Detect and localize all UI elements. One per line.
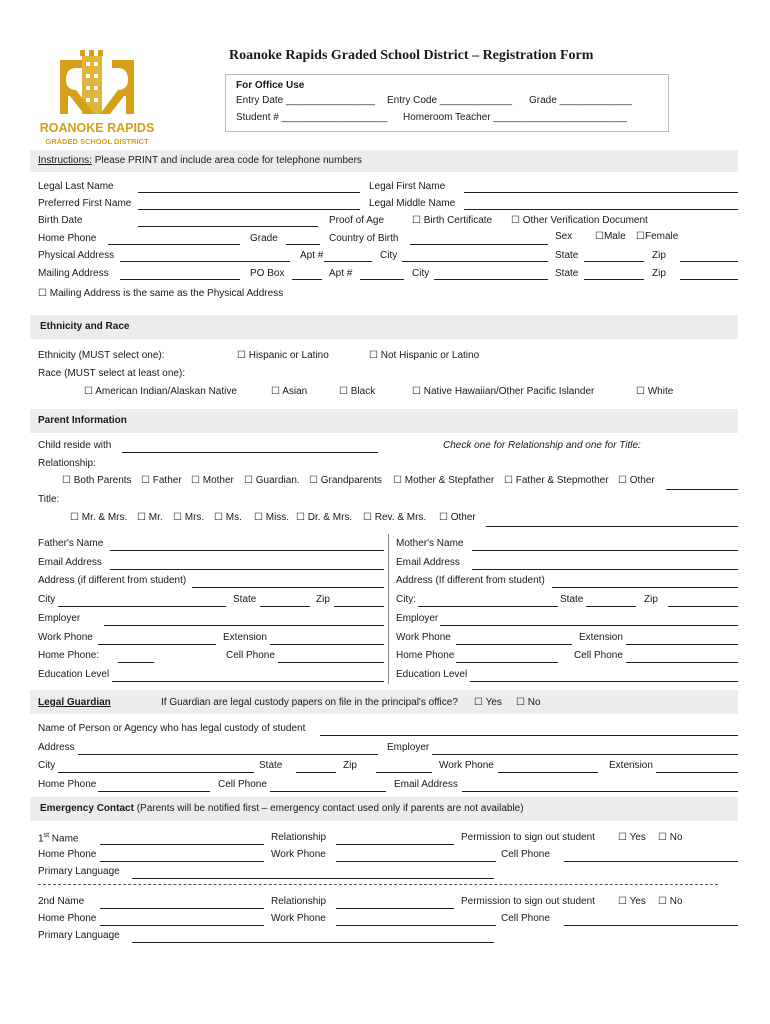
male-checkbox[interactable]: ☐Male — [595, 231, 626, 242]
race-label: Race (MUST select at least one): — [38, 368, 186, 379]
home-phone-label: Home Phone — [38, 233, 97, 244]
ec2-name-label: 2nd Name — [38, 896, 85, 907]
father-home-phone-field[interactable] — [118, 662, 154, 663]
guardian-state-field[interactable] — [296, 772, 336, 773]
relationship-label: Relationship: — [38, 458, 96, 469]
mother-work-phone-label: Work Phone — [396, 632, 451, 643]
ec1-yes-checkbox[interactable]: ☐ Yes — [618, 832, 646, 843]
ec2-work-phone-field[interactable] — [336, 925, 496, 926]
mothers-name-label: Mother's Name — [396, 538, 464, 549]
ec1-name-label: 1st Name — [38, 832, 79, 845]
mail-apt-field[interactable] — [360, 279, 404, 280]
mothers-name-field[interactable] — [472, 550, 738, 551]
ec2-yes-checkbox[interactable]: ☐ Yes — [618, 896, 646, 907]
father-state-field[interactable] — [260, 606, 310, 607]
ethnicity-label: Ethnicity (MUST select one): — [38, 350, 165, 361]
ethnicity-bar — [30, 315, 738, 339]
rel-both-parents[interactable]: ☐ Both Parents — [62, 475, 132, 486]
phys-zip-field[interactable] — [680, 261, 738, 262]
father-employer-label: Employer — [38, 613, 81, 624]
phys-city-field[interactable] — [402, 261, 548, 262]
parent-header: Parent Information — [38, 415, 127, 426]
ec2-relationship-field[interactable] — [336, 908, 454, 909]
mail-zip-field[interactable] — [680, 279, 738, 280]
sex-label: Sex — [555, 231, 573, 242]
office-homeroom[interactable]: Homeroom Teacher ________________________ — [403, 112, 627, 123]
father-city-label: City — [38, 594, 56, 605]
legal-middle-label: Legal Middle Name — [369, 198, 456, 209]
grade-label: Grade — [250, 233, 278, 244]
mother-address-field[interactable] — [552, 587, 738, 588]
phys-state-field[interactable] — [584, 261, 644, 262]
rel-guardian[interactable]: ☐ Guardian. — [244, 475, 300, 486]
guardian-extension-field[interactable] — [656, 772, 738, 773]
mail-apt-label: Apt # — [329, 268, 353, 279]
mail-state-field[interactable] — [584, 279, 644, 280]
title-rev-mrs[interactable]: ☐ Rev. & Mrs. — [363, 512, 427, 523]
child-reside-label: Child reside with — [38, 440, 112, 451]
father-education-field[interactable] — [112, 681, 384, 682]
phys-zip-label: Zip — [652, 250, 666, 261]
guardian-email-label: Email Address — [394, 779, 458, 790]
ec2-home-phone-label: Home Phone — [38, 913, 97, 924]
mother-state-field[interactable] — [586, 606, 636, 607]
ec2-cell-phone-field[interactable] — [564, 925, 738, 926]
physical-address-label: Physical Address — [38, 250, 115, 261]
phys-apt-label: Apt # — [300, 250, 324, 261]
mother-zip-label: Zip — [644, 594, 658, 605]
father-home-phone-label: Home Phone: — [38, 650, 100, 661]
guardian-work-phone-field[interactable] — [498, 772, 598, 773]
office-grade[interactable]: Grade _____________ — [529, 95, 632, 106]
guardian-state-label: State — [259, 760, 283, 771]
father-employer-field[interactable] — [104, 625, 384, 626]
ec1-no-checkbox[interactable]: ☐ No — [658, 832, 683, 843]
mother-work-phone-field[interactable] — [456, 644, 572, 645]
guardian-city-label: City — [38, 760, 56, 771]
mother-cell-phone-label: Cell Phone — [574, 650, 623, 661]
ec2-no-checkbox[interactable]: ☐ No — [658, 896, 683, 907]
title-other[interactable]: ☐ Other — [439, 512, 476, 523]
office-entry-code[interactable]: Entry Code _____________ — [387, 95, 513, 106]
district-logo — [38, 48, 156, 148]
rel-father[interactable]: ☐ Father — [141, 475, 182, 486]
father-address-label: Address (if different from student) — [38, 575, 187, 586]
father-zip-field[interactable] — [334, 606, 384, 607]
guardian-email-field[interactable] — [462, 791, 738, 792]
phys-city-label: City — [380, 250, 398, 261]
mail-city-label: City — [412, 268, 430, 279]
home-phone-field[interactable] — [108, 244, 240, 245]
guardian-home-phone-field[interactable] — [98, 791, 210, 792]
mailing-address-label: Mailing Address — [38, 268, 109, 279]
grade-field[interactable] — [286, 244, 320, 245]
emergency-note: (Parents will be notified first – emergency contact used only if parents are not available) — [136, 803, 524, 814]
mother-email-label: Email Address — [396, 557, 460, 568]
title-mrs[interactable]: ☐ Mrs. — [173, 512, 205, 523]
father-address-field[interactable] — [192, 587, 384, 588]
birth-date-label: Birth Date — [38, 215, 83, 226]
birth-date-field[interactable] — [138, 226, 318, 227]
ec2-permission-label: Permission to sign out student — [461, 896, 595, 907]
legal-last-label: Legal Last Name — [38, 181, 114, 192]
guardian-home-phone-label: Home Phone — [38, 779, 97, 790]
father-city-field[interactable] — [58, 606, 226, 607]
legal-first-label: Legal First Name — [369, 181, 446, 192]
ec1-name-field[interactable] — [100, 844, 264, 845]
mother-extension-field[interactable] — [626, 644, 738, 645]
phys-state-label: State — [555, 250, 579, 261]
mother-home-phone-label: Home Phone — [396, 650, 455, 661]
child-reside-field[interactable] — [122, 452, 378, 453]
po-box-field[interactable] — [292, 279, 322, 280]
guardian-employer-field[interactable] — [432, 754, 738, 755]
ec1-cell-phone-label: Cell Phone — [501, 849, 550, 860]
race-white[interactable]: ☐ White — [636, 386, 674, 397]
title-miss[interactable]: ☐ Miss. — [254, 512, 290, 523]
father-zip-label: Zip — [316, 594, 330, 605]
legal-last-field[interactable] — [138, 192, 360, 193]
guardian-header: Legal Guardian — [38, 697, 111, 708]
title-mr[interactable]: ☐ Mr. — [137, 512, 163, 523]
ec1-language-field[interactable] — [132, 878, 494, 879]
country-field[interactable] — [410, 244, 548, 245]
guardian-address-label: Address — [38, 742, 75, 753]
po-box-label: PO Box — [250, 268, 285, 279]
office-heading: For Office Use — [236, 80, 305, 91]
mother-home-phone-field[interactable] — [456, 662, 558, 663]
title-ms[interactable]: ☐ Ms. — [214, 512, 242, 523]
guardian-no-checkbox[interactable]: ☐ No — [516, 697, 541, 708]
ec1-permission-label: Permission to sign out student — [461, 832, 595, 843]
father-work-phone-field[interactable] — [98, 644, 216, 645]
father-extension-label: Extension — [223, 632, 267, 643]
ec1-work-phone-field[interactable] — [336, 861, 496, 862]
office-student[interactable]: Student # ___________________ — [236, 112, 388, 123]
rel-father-stepmother[interactable]: ☐ Father & Stepmother — [504, 475, 609, 486]
title-mr-mrs[interactable]: ☐ Mr. & Mrs. — [70, 512, 128, 523]
ec1-home-phone-label: Home Phone — [38, 849, 97, 860]
mailing-address-field[interactable] — [120, 279, 240, 280]
mother-education-field[interactable] — [470, 681, 738, 682]
rel-other-field[interactable] — [666, 489, 738, 490]
mother-education-label: Education Level — [396, 669, 468, 680]
guardian-zip-label: Zip — [343, 760, 357, 771]
logo-line1: ROANOKE RAPIDS — [39, 121, 155, 135]
parent-bar — [30, 409, 738, 433]
hispanic-checkbox[interactable]: ☐ Hispanic or Latino — [237, 350, 329, 361]
same-address-checkbox[interactable]: ☐ Mailing Address is the same as the Physical Address — [38, 288, 284, 299]
guardian-employer-label: Employer — [387, 742, 430, 753]
ec1-language-label: Primary Language — [38, 866, 120, 877]
ec1-relationship-label: Relationship — [271, 832, 327, 843]
ec2-home-phone-field[interactable] — [100, 925, 264, 926]
father-education-label: Education Level — [38, 669, 110, 680]
guardian-work-phone-label: Work Phone — [439, 760, 494, 771]
proof-of-age-label: Proof of Age — [329, 215, 385, 226]
emergency-header: Emergency Contact — [40, 803, 134, 814]
mother-email-field[interactable] — [472, 569, 738, 570]
race-american-indian[interactable]: ☐ American Indian/Alaskan Native — [84, 386, 237, 397]
form-title: Roanoke Rapids Graded School District – Registration Form — [229, 48, 594, 63]
ec2-language-label: Primary Language — [38, 930, 120, 941]
physical-address-field[interactable] — [120, 261, 290, 262]
guardian-zip-field[interactable] — [376, 772, 432, 773]
mother-city-field[interactable] — [418, 606, 558, 607]
check-note: Check one for Relationship and one for Title: — [443, 440, 641, 451]
ec1-relationship-field[interactable] — [336, 844, 454, 845]
parent-column-divider — [388, 534, 389, 684]
mother-address-label: Address (If different from student) — [396, 575, 545, 586]
guardian-address-field[interactable] — [78, 754, 378, 755]
father-cell-phone-label: Cell Phone — [226, 650, 275, 661]
guardian-cell-phone-field[interactable] — [270, 791, 386, 792]
other-verification-checkbox[interactable]: ☐ Other Verification Document — [511, 215, 648, 226]
race-black[interactable]: ☐ Black — [339, 386, 376, 397]
preferred-first-label: Preferred First Name — [38, 198, 132, 209]
guardian-yes-checkbox[interactable]: ☐ Yes — [474, 697, 502, 708]
mother-zip-field[interactable] — [668, 606, 738, 607]
preferred-first-field[interactable] — [138, 209, 360, 210]
mother-employer-field[interactable] — [440, 625, 738, 626]
race-native-hawaiian[interactable]: ☐ Native Hawaiian/Other Pacific Islander — [412, 386, 595, 397]
custody-field[interactable] — [320, 735, 738, 736]
office-entry-date[interactable]: Entry Date ________________ — [236, 95, 376, 106]
title-label: Title: — [38, 494, 60, 505]
race-asian[interactable]: ☐ Asian — [271, 386, 308, 397]
fathers-name-field[interactable] — [110, 550, 384, 551]
mail-zip-label: Zip — [652, 268, 666, 279]
ec2-work-phone-label: Work Phone — [271, 913, 326, 924]
rel-mother[interactable]: ☐ Mother — [191, 475, 234, 486]
title-dr-mrs[interactable]: ☐ Dr. & Mrs. — [296, 512, 353, 523]
phys-apt-field[interactable] — [324, 261, 372, 262]
mother-extension-label: Extension — [579, 632, 623, 643]
logo-line2: GRADED SCHOOL DISTRICT — [45, 137, 149, 146]
contact-separator — [38, 884, 718, 885]
guardian-extension-label: Extension — [609, 760, 653, 771]
ec2-cell-phone-label: Cell Phone — [501, 913, 550, 924]
not-hispanic-checkbox[interactable]: ☐ Not Hispanic or Latino — [369, 350, 480, 361]
mail-state-label: State — [555, 268, 579, 279]
legal-first-field[interactable] — [464, 192, 738, 193]
fathers-name-label: Father's Name — [38, 538, 104, 549]
custody-label: Name of Person or Agency who has legal custody of student — [38, 723, 306, 734]
father-state-label: State — [233, 594, 257, 605]
mother-cell-phone-field[interactable] — [626, 662, 738, 663]
ec1-home-phone-field[interactable] — [100, 861, 264, 862]
country-label: Country of Birth — [329, 233, 399, 244]
legal-middle-field[interactable] — [464, 209, 738, 210]
guardian-question: If Guardian are legal custody papers on file in the principal's office? — [161, 697, 458, 708]
father-extension-field[interactable] — [270, 644, 384, 645]
ec1-cell-phone-field[interactable] — [564, 861, 738, 862]
father-cell-phone-field[interactable] — [278, 662, 384, 663]
ethnicity-header: Ethnicity and Race — [40, 321, 130, 332]
ec2-name-field[interactable] — [100, 908, 264, 909]
mother-state-label: State — [560, 594, 584, 605]
guardian-cell-phone-label: Cell Phone — [218, 779, 267, 790]
father-email-field[interactable] — [110, 569, 384, 570]
mother-city-label: City: — [396, 594, 416, 605]
instructions-label: Instructions: — [38, 155, 92, 166]
ec1-work-phone-label: Work Phone — [271, 849, 326, 860]
ec2-relationship-label: Relationship — [271, 896, 327, 907]
instructions-text: Please PRINT and include area code for telephone numbers — [94, 155, 362, 166]
female-checkbox[interactable]: ☐Female — [636, 231, 679, 242]
rel-grandparents[interactable]: ☐ Grandparents — [309, 475, 382, 486]
birth-certificate-checkbox[interactable]: ☐ Birth Certificate — [412, 215, 493, 226]
mother-employer-label: Employer — [396, 613, 439, 624]
father-work-phone-label: Work Phone — [38, 632, 93, 643]
guardian-city-field[interactable] — [58, 772, 254, 773]
father-email-label: Email Address — [38, 557, 102, 568]
mail-city-field[interactable] — [434, 279, 548, 280]
rel-other[interactable]: ☐ Other — [618, 475, 655, 486]
title-other-field[interactable] — [486, 526, 738, 527]
ec2-language-field[interactable] — [132, 942, 494, 943]
rel-mother-stepfather[interactable]: ☐ Mother & Stepfather — [393, 475, 495, 486]
